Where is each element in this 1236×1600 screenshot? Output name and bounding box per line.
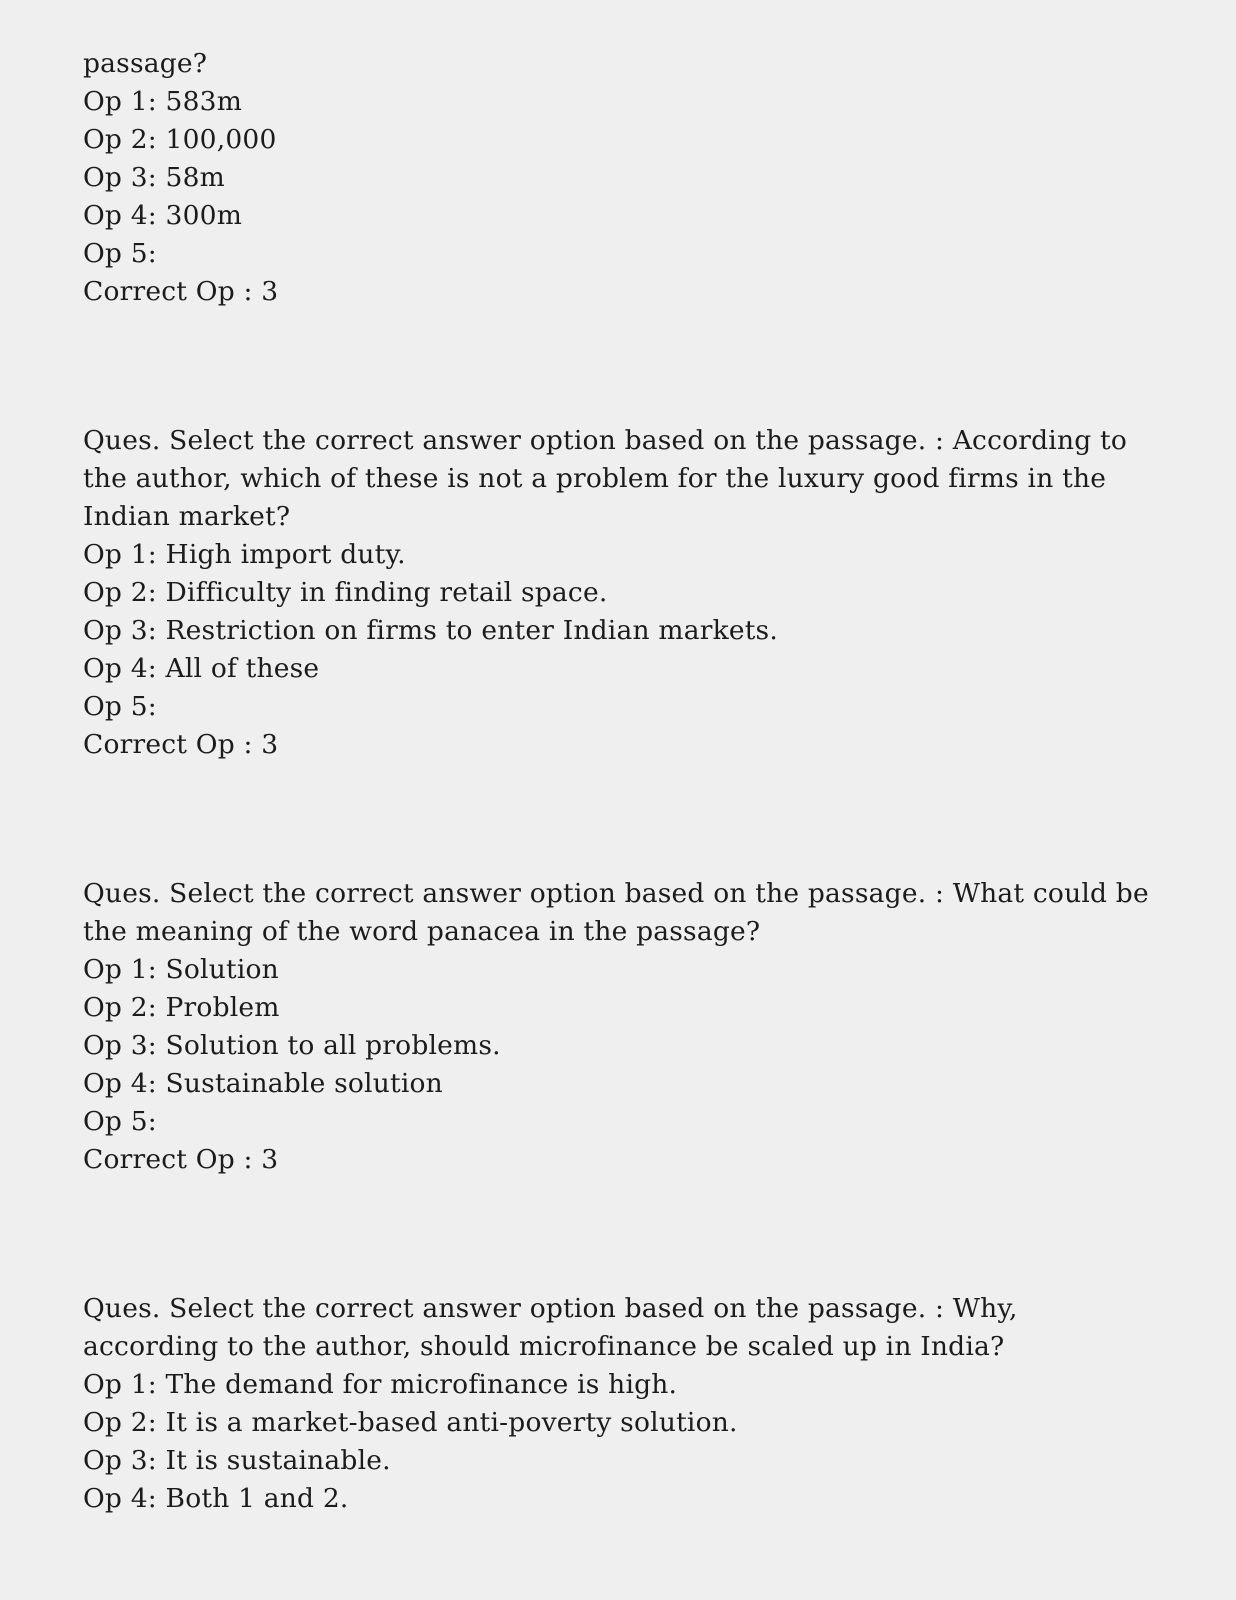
option-4: Op 4: 300m xyxy=(83,200,243,231)
question-text-line-2: the meaning of the word panacea in the passage? xyxy=(83,916,761,947)
option-1: Op 1: High import duty. xyxy=(83,539,406,570)
question-text-continuation: passage? xyxy=(83,48,208,79)
option-4: Op 4: Both 1 and 2. xyxy=(83,1483,349,1514)
question-block-2 xyxy=(83,422,1183,764)
document-page xyxy=(83,45,1183,1518)
option-1: Op 1: 583m xyxy=(83,86,243,117)
question-block-4 xyxy=(83,1290,1183,1518)
option-4: Op 4: All of these xyxy=(83,653,320,684)
option-3: Op 3: Restriction on firms to enter Indian markets. xyxy=(83,615,778,646)
question-text-line-2: according to the author, should microfinance be scaled up in India? xyxy=(83,1331,1005,1362)
question-text-line-3: Indian market? xyxy=(83,501,291,532)
block-gap xyxy=(83,764,1183,875)
block-gap xyxy=(83,1179,1183,1290)
correct-option: Correct Op : 3 xyxy=(83,1144,279,1175)
option-1: Op 1: The demand for microfinance is high. xyxy=(83,1369,678,1400)
option-2: Op 2: 100,000 xyxy=(83,124,277,155)
option-3: Op 3: 58m xyxy=(83,162,225,193)
option-5: Op 5: xyxy=(83,238,157,269)
question-block-3 xyxy=(83,875,1183,1179)
option-2: Op 2: Difficulty in finding retail space. xyxy=(83,577,608,608)
option-5: Op 5: xyxy=(83,691,157,722)
question-text-line-2: the author, which of these is not a problem for the luxury good firms in the xyxy=(83,463,1107,494)
question-text-line-1: Ques. Select the correct answer option based on the passage. : Why, xyxy=(83,1293,1018,1324)
correct-option: Correct Op : 3 xyxy=(83,729,279,760)
option-3: Op 3: Solution to all problems. xyxy=(83,1030,501,1061)
correct-option: Correct Op : 3 xyxy=(83,276,279,307)
question-text-line-1: Ques. Select the correct answer option based on the passage. : What could be xyxy=(83,878,1149,909)
option-2: Op 2: Problem xyxy=(83,992,280,1023)
option-4: Op 4: Sustainable solution xyxy=(83,1068,443,1099)
block-gap xyxy=(83,311,1183,422)
option-1: Op 1: Solution xyxy=(83,954,279,985)
question-text-line-1: Ques. Select the correct answer option based on the passage. : According to xyxy=(83,425,1128,456)
option-3: Op 3: It is sustainable. xyxy=(83,1445,391,1476)
option-2: Op 2: It is a market-based anti-poverty solution. xyxy=(83,1407,738,1438)
question-block-1 xyxy=(83,45,1183,311)
option-5: Op 5: xyxy=(83,1106,157,1137)
